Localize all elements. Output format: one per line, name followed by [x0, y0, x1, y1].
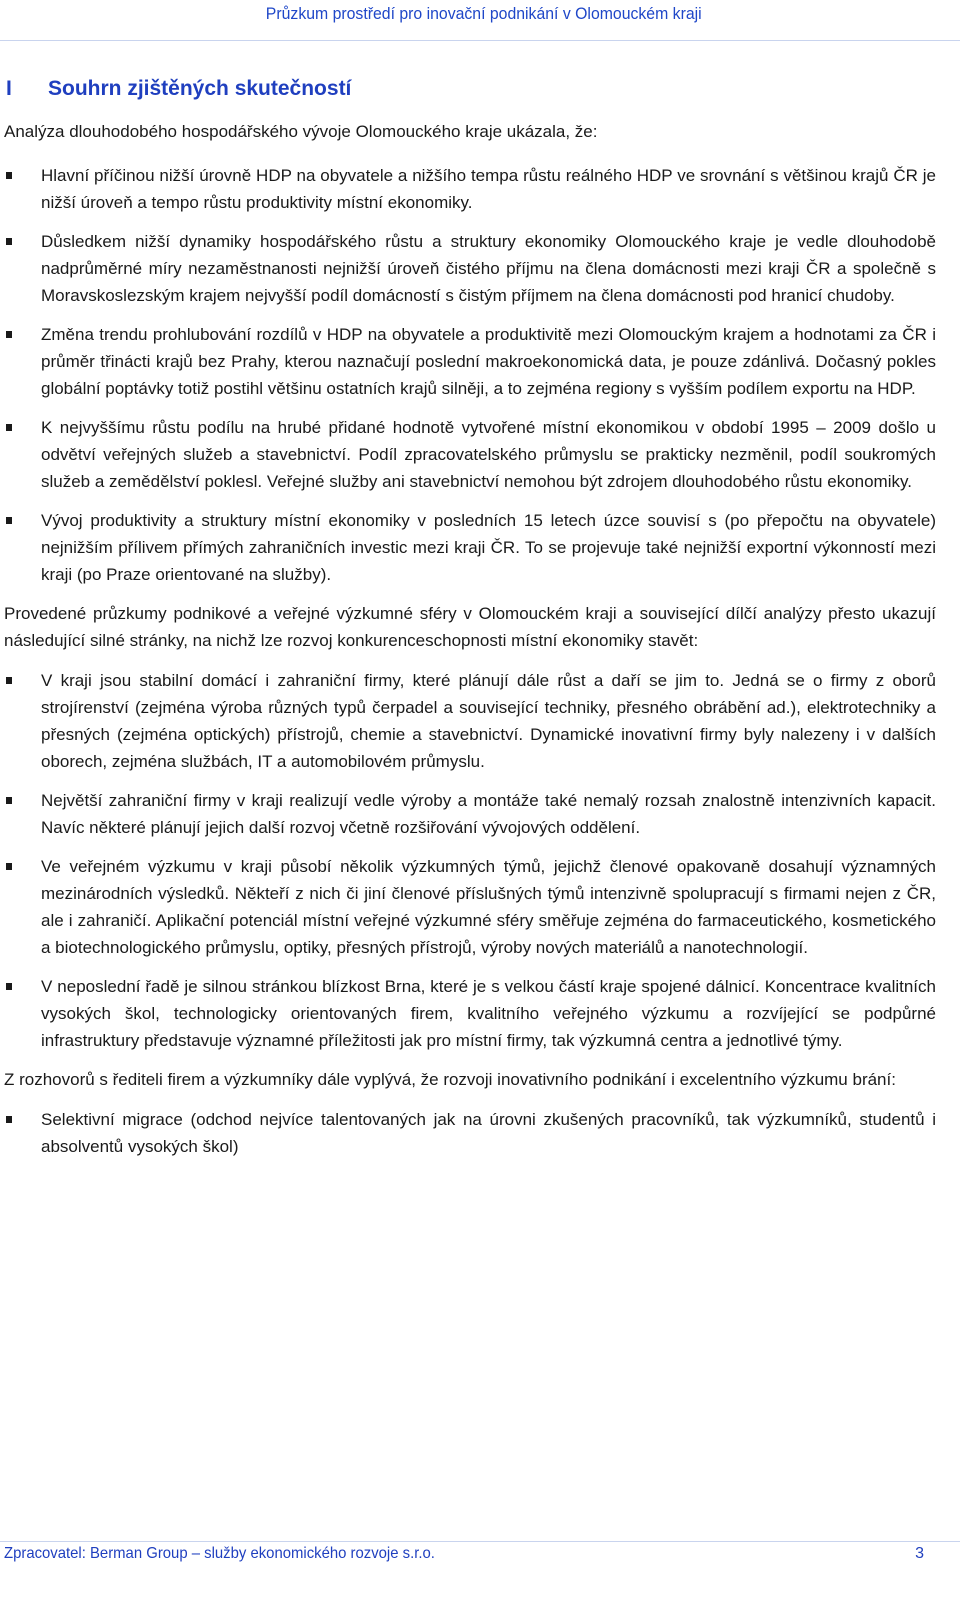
list-item-text: K nejvyššímu růstu podílu na hrubé přidané hodnotě vytvořené místní ekonomikou v období 1995 – 2009 došlo u odvětví veřejných služeb a stavebnictví. Podíl zpracovatelského průmyslu se prakticky nezměnil, podíl soukromých služeb a zemědělství poklesl. Veřejné služby ani stavebnictví nemohou být zdrojem dlouhodobého růstu ekonomiky. — [41, 418, 936, 491]
header-divider — [0, 40, 960, 41]
section-heading — [6, 77, 946, 101]
section-number: I — [6, 77, 12, 100]
list-item — [4, 414, 936, 495]
bullet-icon — [6, 238, 12, 245]
bullet-icon — [6, 424, 12, 431]
list-item — [4, 853, 936, 961]
barriers-list — [4, 1106, 936, 1160]
list-item-text: V kraji jsou stabilní domácí i zahraniční firmy, které plánují dále růst a daří se jim to. Jedná se o firmy z oborů strojírenství (zejména výroba různých typů čerpadel a související techniky, přesného obrábění ad.), elektrotechniky a přesných (zejména optických) přístrojů, chemie a stavebnictví. Dynamické inovativní firmy byly nalezeny i v dalších oborech, zejména službách, IT a automobilovém průmyslu. — [41, 671, 936, 771]
list-item-text: Ve veřejném výzkumu v kraji působí několik výzkumných týmů, jejichž členové opakovaně dosahují významných mezinárodních výsledků. Někteří z nich či jiní členové příslušných týmů intenzivně spolupracují s firmami nejen z ČR, ale i zahraničí. Aplikační potenciál místní veřejné výzkumné sféry směřuje zejména do farmaceutického, kosmetického a biotechnologického průmyslu, optiky, přesných přístrojů, výroby nových materiálů a nanotechnologií. — [41, 857, 936, 957]
list-item — [4, 162, 936, 216]
list-item-text: V neposlední řadě je silnou stránkou blízkost Brna, které je s velkou částí kraje spojené dálnicí. Koncentrace kvalitních vysokých škol, technologicky orientovaných firem, kvalitního veřejného výzkumu a rozvíjející se podpůrné infrastruktury představuje významné příležitosti jak pro místní firmy, tak výzkumná centra a jednotlivé týmy. — [41, 977, 936, 1050]
list-item-text: Změna trendu prohlubování rozdílů v HDP na obyvatele a produktivitě mezi Olomouckým krajem a hodnotami za ČR i průměr třinácti krajů bez Prahy, kterou naznačují poslední makroekonomická data, je pouze zdánlivá. Dočasný pokles globální poptávky totiž postihl většinu ostatních krajů silněji, a to zejména regiony s vyšším podílem exportu na HDP. — [41, 325, 936, 398]
bullet-icon — [6, 517, 12, 524]
footer-divider — [0, 1541, 960, 1542]
list-item — [4, 321, 936, 402]
list-item-text: Selektivní migrace (odchod nejvíce talentovaných jak na úrovni zkušených pracovníků, tak výzkumníků, studentů i absolventů vysokých škol) — [41, 1110, 936, 1156]
footer-credit: Zpracovatel: Berman Group – služby ekonomického rozvoje s.r.o. — [4, 1545, 435, 1562]
bullet-icon — [6, 983, 12, 990]
bullet-icon — [6, 331, 12, 338]
list-item — [4, 1106, 936, 1160]
strengths-list — [4, 667, 936, 1054]
running-header: Průzkum prostředí pro inovační podnikání v Olomouckém kraji — [266, 4, 702, 23]
bullet-icon — [6, 863, 12, 870]
list-item-text: Největší zahraniční firmy v kraji realizují vedle výroby a montáže také nemalý rozsah znalostně intenzivních kapacit. Navíc některé plánují jejich další rozvoj včetně rozšiřování vývojových oddělení. — [41, 791, 936, 837]
bullet-icon — [6, 677, 12, 684]
list-item — [4, 507, 936, 588]
intro-paragraph-3: Z rozhovorů s řediteli firem a výzkumníky dále vyplývá, že rozvoji inovativního podnikání i excelentního výzkumu brání: — [4, 1070, 896, 1089]
document-body — [4, 118, 936, 1172]
list-item — [4, 228, 936, 309]
page-number: 3 — [915, 1545, 924, 1562]
list-item — [4, 973, 936, 1054]
bullet-icon — [6, 172, 12, 179]
list-item-text: Hlavní příčinou nižší úrovně HDP na obyvatele a nižšího tempa růstu reálného HDP ve srovnání s většinou krajů ČR je nižší úroveň a tempo růstu produktivity místní ekonomiky. — [41, 166, 936, 212]
intro-paragraph-2: Provedené průzkumy podnikové a veřejné výzkumné sféry v Olomouckém kraji a související dílčí analýzy přesto ukazují následující silné stránky, na nichž lze rozvoj konkurenceschopnosti místní ekonomiky stavět: — [4, 604, 936, 650]
list-item — [4, 667, 936, 775]
intro-paragraph-1: Analýza dlouhodobého hospodářského vývoje Olomouckého kraje ukázala, že: — [4, 122, 598, 141]
bullet-icon — [6, 797, 12, 804]
list-item-text: Vývoj produktivity a struktury místní ekonomiky v posledních 15 letech úzce souvisí s (po přepočtu na obyvatele) nejnižším přílivem přímých zahraničních investic mezi kraji ČR. To se projevuje také nejnižší exportní výkonností mezi kraji (po Praze orientované na služby). — [41, 511, 936, 584]
list-item-text: Důsledkem nižší dynamiky hospodářského růstu a struktury ekonomiky Olomouckého kraje je vedle dlouhodobě nadprůměrné míry nezaměstnanosti nejnižší úroveň čistého příjmu na člena domácnosti mezi kraji ČR a společně s Moravskoslezským krajem nejvyšší podíl domácností s čistým příjmem na člena domácnosti pod hranicí chudoby. — [41, 232, 936, 305]
section-title: Souhrn zjištěných skutečností — [48, 77, 352, 100]
findings-list — [4, 162, 936, 588]
bullet-icon — [6, 1116, 12, 1123]
list-item — [4, 787, 936, 841]
